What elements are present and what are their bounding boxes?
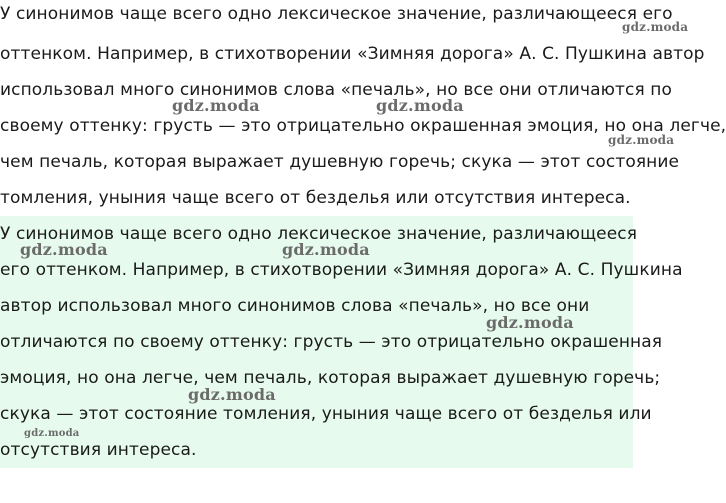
paragraph-2-line-3: автор использовал много синонимов слова «печаль», но все они	[0, 296, 590, 316]
watermark: gdz.moda	[622, 20, 689, 34]
watermark: gdz.moda	[24, 428, 80, 439]
paragraph-2-line-5: эмоция, но она легче, чем печаль, которая выражает душевную горечь;	[0, 368, 661, 388]
watermark: gdz.moda	[282, 240, 370, 259]
paragraph-original	[0, 0, 726, 215]
watermark: gdz.moda	[20, 240, 108, 259]
watermark: gdz.moda	[172, 96, 260, 115]
watermark: gdz.moda	[376, 96, 464, 115]
paragraph-1-line-3: использовал много синонимов слова «печаль», но все они отличаются по	[0, 80, 673, 100]
paragraph-1-line-5: чем печаль, которая выражает душевную горечь; скука — этот состояние	[0, 152, 680, 172]
paragraph-1-line-2: оттенком. Например, в стихотворении «Зимняя дорога» А. С. Пушкина автор	[0, 44, 705, 64]
watermark: gdz.moda	[188, 385, 276, 404]
watermark: gdz.moda	[608, 133, 675, 147]
paragraph-1-line-6: томления, уныния чаще всего от безделья или отсутствия интереса.	[0, 188, 631, 208]
paragraph-2-line-6: скука — этот состояние томления, уныния чаще всего от безделья или	[0, 404, 652, 424]
paragraph-2-line-1: У синонимов чаще всего одно лексическое значение, различающееся	[0, 224, 638, 244]
paragraph-2-line-2: его оттенком. Например, в стихотворении «Зимняя дорога» А. С. Пушкина	[0, 260, 683, 280]
paragraph-2-line-4: отличаются по своему оттенку: грусть — это отрицательно окрашенная	[0, 332, 663, 352]
watermark: gdz.moda	[486, 313, 574, 332]
paragraph-2-line-7: отсутствия интереса.	[0, 440, 197, 460]
paragraph-1-line-1: У синонимов чаще всего одно лексическое значение, различающееся его	[0, 4, 673, 24]
paragraph-1-line-4: своему оттенку: грусть — это отрицательно окрашенная эмоция, но она легче,	[0, 116, 726, 136]
